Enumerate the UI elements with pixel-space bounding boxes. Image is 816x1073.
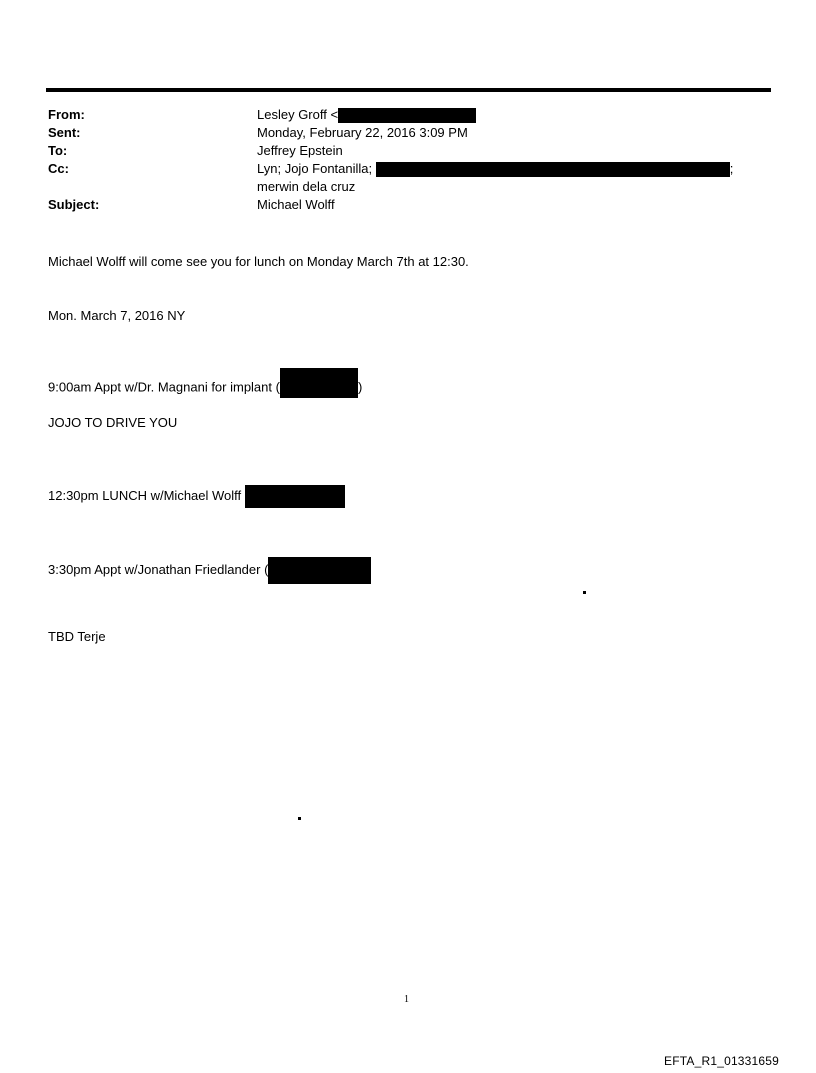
to-label: To: (48, 143, 68, 158)
subject-label: Subject: (48, 197, 100, 212)
cc-value-line2: merwin dela cruz (257, 179, 356, 194)
to-value: Jeffrey Epstein (257, 143, 343, 158)
sent-row (48, 124, 768, 142)
page-number: 1 (404, 994, 409, 1005)
cc-row (48, 160, 768, 178)
body-date-line: Mon. March 7, 2016 NY (48, 308, 186, 323)
subject-row (48, 196, 768, 214)
redaction-block (245, 485, 345, 508)
redaction-block (376, 162, 730, 177)
sent-label: Sent: (48, 125, 81, 140)
cc-label: Cc: (48, 161, 69, 176)
subject-value: Michael Wolff (257, 197, 335, 212)
redaction-block (268, 557, 371, 584)
appointment-1-text: 9:00am Appt w/Dr. Magnani for implant ( (48, 379, 280, 395)
appointment-1-close: ) (357, 379, 363, 395)
speck-mark (298, 817, 301, 820)
redaction-block (338, 108, 476, 123)
redaction-block (280, 368, 358, 398)
appointment-1-note: JOJO TO DRIVE YOU (48, 415, 178, 430)
cc-names: Lyn; Jojo Fontanilla; (257, 161, 373, 176)
from-row (48, 106, 768, 124)
from-label: From: (48, 107, 85, 122)
to-row (48, 142, 768, 160)
speck-mark (583, 591, 586, 594)
appointment-3-text: 3:30pm Appt w/Jonathan Friedlander ( (48, 561, 269, 577)
appointment-3 (48, 557, 371, 584)
cc-row-continued (48, 178, 768, 196)
appointment-2-text: 12:30pm LUNCH w/Michael Wolff (48, 487, 242, 503)
cc-suffix: ; (729, 161, 734, 176)
sent-value: Monday, February 22, 2016 3:09 PM (257, 125, 468, 140)
body-line-intro: Michael Wolff will come see you for lunch on Monday March 7th at 12:30. (48, 254, 469, 269)
email-header (48, 106, 768, 214)
from-name: Lesley Groff < (257, 107, 339, 122)
bates-number: EFTA_R1_01331659 (664, 1054, 780, 1068)
tbd-line: TBD Terje (48, 629, 106, 644)
appointment-2 (48, 485, 345, 508)
cc-value (257, 160, 733, 178)
header-rule (46, 88, 771, 92)
appointment-1 (48, 378, 362, 398)
from-value (257, 106, 476, 124)
